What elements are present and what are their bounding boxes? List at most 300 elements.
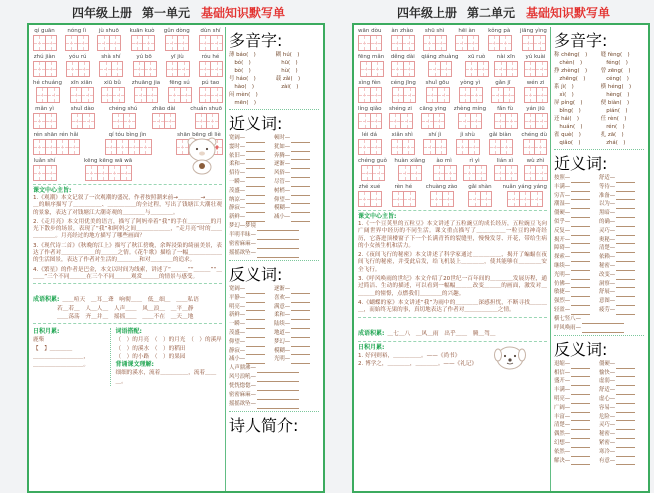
pair-word: 纳凉—	[229, 196, 246, 203]
polyphone-left: 号 háo( )	[229, 76, 256, 82]
word-group	[389, 106, 412, 129]
word-group	[164, 28, 190, 51]
pair-word: 揭开—	[554, 236, 571, 243]
word-pair	[274, 187, 319, 196]
word-pair	[229, 204, 274, 213]
word-pair-row	[554, 395, 644, 404]
pair-word: 满意—	[274, 303, 291, 310]
pinyin-label: rèn hé	[394, 184, 413, 190]
word-pair	[229, 187, 274, 196]
polyphone-left: xì( )	[554, 92, 574, 98]
polyphone-right: 扎 zā( )	[600, 132, 624, 138]
grid-cells	[524, 87, 547, 103]
title-course: 四年级上册	[71, 6, 132, 20]
long-word-row	[229, 364, 319, 373]
polyphone-left: mēn( )	[229, 100, 256, 106]
word-group	[391, 28, 414, 51]
word-pair	[554, 439, 599, 448]
word-pair	[599, 457, 644, 466]
tianzige-cell	[180, 87, 193, 103]
grid-cells	[165, 35, 188, 51]
word-pair	[599, 200, 644, 209]
polyphone-row	[229, 83, 319, 91]
word-pair	[599, 430, 644, 439]
word-pair	[229, 355, 274, 364]
pair-word: 尽管—	[274, 178, 291, 185]
polyphone-left: 雀 què( )	[554, 132, 581, 138]
section-heading: 多音字:	[554, 31, 608, 50]
word-pair	[274, 143, 319, 152]
word-pair	[599, 448, 644, 457]
grid-cells	[33, 139, 79, 155]
word-pair-row	[554, 271, 644, 280]
word-pair-row	[229, 303, 319, 312]
pinyin-label: shéng zi	[389, 106, 412, 112]
word-pair	[599, 271, 644, 280]
word-group	[99, 54, 122, 77]
pair-word: 虚弱—	[599, 378, 616, 385]
answer-blank	[291, 144, 310, 152]
word-pair-row	[554, 174, 644, 183]
answer-blank	[571, 449, 590, 457]
grid-cells	[358, 113, 381, 129]
answer-blank	[246, 135, 265, 143]
pair-word: 灵巧—	[599, 422, 616, 429]
word-group	[494, 158, 517, 181]
collocation-line: （ ）的小路 （ ）的果园	[115, 354, 186, 361]
polyphone-row	[554, 83, 644, 91]
pinyin-label: yán jiū	[526, 106, 545, 112]
pinyin-label: róu hé	[201, 54, 220, 60]
answer-blank	[616, 422, 635, 430]
answer-blank	[616, 228, 635, 236]
grid-cells	[199, 61, 222, 77]
pinyin-label: fēng sú	[169, 80, 190, 86]
answer-blank	[246, 286, 265, 294]
pair-word: 黑暗—	[599, 210, 616, 217]
tianzige-cell	[433, 113, 446, 129]
word-pair-row	[229, 338, 319, 347]
answer-blank	[571, 413, 590, 421]
long-word-row	[229, 391, 319, 400]
answer-blank	[291, 339, 310, 347]
answer-blank	[246, 196, 265, 204]
word-pair	[554, 369, 599, 378]
tianzige-cell	[370, 139, 383, 155]
word-pair	[229, 143, 274, 152]
collocation-line: 细细的溪水，流着＿＿＿＿＿，流着＿＿＿。	[115, 370, 217, 385]
grid-cells	[358, 139, 381, 155]
pinyin-label: léi dá	[361, 132, 378, 138]
pinyin-label: gǎn jī	[495, 80, 511, 86]
polyphone-row	[229, 75, 319, 83]
tianzige-cell	[505, 113, 518, 129]
answer-blank	[291, 188, 310, 196]
word-pair	[554, 404, 599, 413]
pair-word: 紧密—	[599, 439, 616, 446]
tianzige-cell	[467, 35, 480, 51]
tianzige-cell	[120, 165, 133, 181]
word-pair	[274, 160, 319, 169]
answer-blank	[616, 184, 635, 192]
answer-blank	[571, 361, 590, 369]
long-word: 风号浪吼—	[229, 374, 256, 381]
answer-blank	[257, 223, 299, 231]
polyphone-right: 便 biàn( )	[600, 100, 630, 106]
tianzige-cell	[442, 191, 455, 207]
pair-word: 容易—	[599, 404, 616, 411]
section-idioms	[358, 317, 547, 339]
pair-word: 地道—	[274, 329, 291, 336]
word-pair	[554, 253, 599, 262]
pair-word: 新鲜—	[229, 312, 246, 319]
word-group	[199, 80, 222, 103]
answer-blank	[616, 219, 635, 227]
word-pair	[599, 227, 644, 236]
section-heading: 词语搭配:	[115, 328, 142, 336]
word-pair	[599, 386, 644, 395]
word-pair	[599, 262, 644, 271]
pair-word: 退缩—	[554, 360, 571, 367]
grid-cells	[391, 139, 414, 155]
grid-cells	[494, 113, 517, 129]
pair-word: 模糊—	[274, 347, 291, 354]
word-pair	[274, 152, 319, 161]
pair-word: 奔腾—	[274, 152, 291, 159]
dictation-row	[358, 54, 547, 77]
answer-blank	[571, 378, 590, 386]
word-pair-row	[229, 213, 319, 222]
tianzige-cell	[435, 35, 448, 51]
word-group	[521, 132, 547, 155]
word-pair	[599, 280, 644, 289]
answer-blank	[291, 196, 310, 204]
pair-word: 继续—	[554, 262, 571, 269]
word-pair-row	[229, 160, 319, 169]
pair-word: 强烈—	[554, 298, 571, 305]
long-word: 半明半昧—	[229, 231, 256, 238]
polyphone-row	[554, 123, 644, 131]
word-pair	[229, 347, 274, 356]
polyphone-row	[229, 67, 319, 75]
answer-blank	[571, 457, 590, 465]
pair-word: 奥秘—	[599, 236, 616, 243]
polyphone-right: zài( )	[275, 84, 299, 90]
polyphone-row	[554, 99, 644, 107]
poem-line: 【 】＿＿＿＿	[33, 345, 73, 352]
polyphone-left: 称 chēng( )	[554, 52, 588, 58]
section-heading: 反义词:	[229, 264, 283, 284]
word-pair	[274, 204, 319, 213]
word-pair	[599, 369, 644, 378]
pinyin-label: wén zi	[526, 80, 545, 86]
grid-cells	[360, 61, 383, 77]
grid-cells	[524, 165, 547, 181]
pair-word: 准备—	[599, 192, 616, 199]
word-group	[456, 132, 479, 155]
word-pair-row	[229, 169, 319, 178]
answer-blank	[571, 369, 590, 377]
grid-cells	[468, 191, 491, 207]
pinyin-label: yú bō	[136, 54, 152, 60]
answer-blank	[571, 307, 590, 315]
answer-blank	[246, 214, 265, 222]
answer-blank	[616, 440, 635, 448]
tianzige-cell	[45, 165, 58, 181]
sidebar-section	[554, 336, 644, 468]
word-group	[133, 54, 156, 77]
long-word-row	[229, 249, 319, 258]
word-pair-row	[554, 297, 644, 306]
word-pair-row	[554, 430, 644, 439]
word-group	[168, 80, 191, 103]
answer-blank	[246, 295, 265, 303]
word-pair	[274, 311, 319, 320]
pinyin-label: qí tóu bìng jìn	[108, 132, 147, 138]
word-group	[502, 184, 547, 207]
word-pair	[554, 209, 599, 218]
pair-word: 犹如—	[274, 143, 291, 150]
pair-word: 灵巧—	[599, 227, 616, 234]
worksheet-page-2	[352, 3, 650, 493]
grid-cells	[134, 87, 157, 103]
pinyin-label: dùn shí	[200, 28, 221, 34]
answer-blank	[246, 188, 265, 196]
pair-word: 新鲜—	[229, 214, 246, 221]
grid-cells	[428, 61, 451, 77]
pinyin-label: nài xīn	[496, 54, 516, 60]
answer-blank	[616, 263, 635, 271]
pinyin-label: xiū bǔ	[103, 80, 121, 86]
long-word: 摇摇欲坠—	[229, 401, 256, 408]
pair-word: 仿佛—	[554, 280, 571, 287]
pair-word: 梦幻—	[274, 338, 291, 345]
polyphone-left: 屏 píng( )	[554, 100, 583, 106]
pinyin-label: kēng kēng wā wā	[84, 158, 133, 164]
tianzige-cell	[206, 113, 219, 129]
answer-blank	[571, 254, 590, 262]
word-pair-row	[554, 244, 644, 253]
pair-word: 柔和—	[274, 312, 291, 319]
dictation-row	[33, 28, 222, 51]
pair-word: 广阔—	[554, 404, 571, 411]
tianzige-cell	[370, 191, 383, 207]
pair-word: 一瞬—	[229, 178, 246, 185]
word-pair	[599, 236, 644, 245]
word-pair	[274, 329, 319, 338]
answer-blank	[571, 387, 590, 395]
answer-blank	[571, 422, 590, 430]
word-pair	[229, 152, 274, 161]
word-group	[394, 158, 425, 181]
answer-blank	[257, 374, 299, 382]
pair-word: 按照—	[554, 175, 571, 181]
word-pair	[554, 377, 599, 386]
tianzige-cell	[435, 139, 448, 155]
pair-word: 仰望—	[229, 338, 246, 345]
word-group	[465, 54, 488, 77]
polyphone-right	[276, 99, 319, 107]
word-pair-row	[554, 200, 644, 209]
prose-body	[33, 195, 222, 281]
word-pair-row	[229, 187, 319, 196]
pair-word: 盛开—	[554, 378, 571, 385]
pinyin-label: yóu rú	[68, 54, 87, 60]
word-pair	[554, 200, 599, 209]
word-group	[491, 80, 514, 103]
word-pair-row	[554, 262, 644, 271]
page-border-box	[352, 23, 650, 493]
tianzige-cell	[68, 139, 81, 155]
word-pair-row	[554, 253, 644, 262]
polyphone-left: chèn( )	[554, 60, 583, 66]
answer-blank	[246, 321, 265, 329]
pair-word: 轻盈—	[554, 306, 571, 313]
grid-cells	[131, 35, 154, 51]
answer-blank	[571, 201, 590, 209]
polyphone-right: 曾 zēng( )	[600, 68, 631, 74]
tianzige-cell	[123, 113, 136, 129]
tianzige-cell	[45, 113, 58, 129]
word-pair-row	[229, 320, 319, 329]
pair-word: 茂盛—	[229, 187, 246, 194]
answer-blank	[571, 280, 590, 288]
word-pair	[554, 236, 599, 245]
pair-word: 仰望—	[274, 196, 291, 203]
grid-cells	[105, 139, 151, 155]
long-word: 梦幻—梦境	[229, 222, 256, 229]
answer-blank	[291, 286, 310, 294]
pinyin-label: chéng dù	[521, 132, 547, 138]
answer-blank	[291, 214, 310, 222]
polyphone-left: 系 jì( )	[554, 84, 574, 90]
section-heading: 成语积累:	[33, 296, 60, 304]
answer-blank	[246, 170, 265, 178]
lesson-summary: 2.《走月亮》本文用优美的语言，描写了阿妈牵着“我”的手在＿＿＿＿的月光下散步的场景，表现了“我”和阿妈之间＿＿＿＿＿＿，“走月亮”时的＿＿＿＿＿＿。月亮经过的地方描写了哪些画面？	[33, 218, 222, 240]
word-pair	[274, 213, 319, 222]
grid-cells	[101, 87, 124, 103]
answer-blank	[616, 175, 635, 183]
answer-blank	[257, 365, 299, 373]
grid-cells	[168, 87, 191, 103]
pair-word: 宽阔—	[229, 135, 246, 141]
word-group	[459, 80, 482, 103]
pinyin-label: jì shù	[460, 132, 475, 138]
grid-cells	[455, 35, 478, 51]
daily-accumulation	[33, 328, 110, 386]
word-group	[524, 158, 547, 181]
tianzige-cell	[470, 113, 483, 129]
sidebar-section	[554, 150, 644, 336]
word-pair	[554, 306, 599, 315]
long-word: 密密麻麻—	[229, 240, 256, 247]
word-pair	[274, 196, 319, 205]
pair-word: 模糊—	[274, 205, 291, 212]
answer-blank	[246, 161, 265, 169]
section-heading: 近义词:	[554, 154, 608, 173]
polyphone-right: 缝 fèng( )	[600, 52, 630, 58]
word-pair	[554, 421, 599, 430]
word-pair-row	[229, 285, 319, 294]
word-pair	[229, 303, 274, 312]
long-word-row	[229, 373, 319, 382]
main-column	[357, 27, 550, 491]
pinyin-label: xū ruò	[467, 54, 486, 60]
grid-cells	[358, 87, 381, 103]
pair-word: 舒适—	[599, 387, 616, 394]
pinyin-label: gǔn dòng	[163, 28, 190, 34]
grid-cells	[494, 165, 517, 181]
grid-cells	[361, 165, 384, 181]
polyphone-left: 薄 báo( )	[229, 52, 256, 58]
pair-word: 柔和—	[229, 161, 246, 168]
polyphone-right: féng( )	[600, 60, 628, 66]
answer-blank	[616, 236, 635, 244]
word-group	[101, 80, 124, 103]
pair-word: 秘密—	[599, 431, 616, 438]
pinyin-label: gǎi shàn	[468, 184, 492, 190]
word-group	[463, 158, 486, 181]
word-pair	[274, 338, 319, 347]
answer-blank	[616, 457, 635, 465]
polyphone-right: 载 zǎi( )	[275, 76, 301, 82]
word-pair	[554, 430, 599, 439]
accumulation-line: 2. 博学之，＿＿＿＿，＿＿＿＿。——《礼记》	[358, 360, 477, 367]
word-pair-row	[229, 355, 319, 364]
pair-word: 丰满—	[554, 183, 571, 190]
grid-cells	[392, 191, 415, 207]
word-pair-row	[229, 134, 319, 143]
word-pair	[599, 439, 644, 448]
word-pair	[229, 329, 274, 338]
word-group	[358, 132, 381, 155]
dictation-row	[358, 184, 547, 207]
idiom-line: ＿＿喧天 ＿耳＿聋 响彻＿＿ 低＿细＿ ＿＿私语	[62, 297, 199, 304]
lesson-summary: 3.《呼风唤雨的世纪》本文介绍了20世纪一百年间的＿＿＿＿发展历程，通过简洁、生动的描述，可以看到一幅幅＿＿＿改变＿＿＿的画面，激发对＿＿＿＿的憧憬，点燃我们＿＿＿＿的兴趣。	[358, 276, 547, 297]
section-heading: 日积月累:	[33, 328, 60, 336]
grid-cells	[494, 61, 517, 77]
pair-word: 一瞬—	[229, 321, 246, 328]
tianzige-cell	[78, 61, 91, 77]
word-group	[66, 54, 89, 77]
pinyin-label: fǎn fù	[497, 106, 514, 112]
word-pair	[599, 360, 644, 369]
word-pair-row	[554, 439, 644, 448]
grid-cells	[152, 113, 175, 129]
grid-cells	[33, 113, 56, 129]
word-pair-row	[554, 413, 644, 422]
pair-word: 危险—	[599, 413, 616, 420]
pair-word: 意图—	[599, 298, 616, 305]
pair-word: 探索—	[554, 254, 571, 261]
grid-cells	[33, 165, 56, 181]
word-group	[33, 132, 79, 155]
word-pair	[554, 386, 599, 395]
word-group	[199, 28, 222, 51]
idiom-line: ＿＿荡荡 齐＿并＿ 摇摇＿＿ ＿＿不在 ＿天＿地	[57, 314, 194, 321]
dictation-row	[33, 80, 222, 103]
pair-word: 相信—	[554, 369, 571, 376]
word-pair	[554, 288, 599, 297]
word-group	[426, 80, 449, 103]
tianzige-cell	[477, 61, 490, 77]
tianzige-cell	[437, 87, 450, 103]
word-pair	[554, 457, 599, 466]
grid-cells	[523, 139, 546, 155]
dictation-row	[358, 80, 547, 103]
lesson-summary: 1.《观潮》本文记叙了一次观潮的盛况，作者按照潮来前→＿＿＿＿→＿＿＿＿的顺序描写了＿＿＿＿＿、＿＿＿＿＿的全过程，写出了钱塘江大潮壮观的景象，表达了对钱塘江大潮奇观的＿＿＿＿与＿＿＿＿。	[33, 195, 222, 216]
tianzige-cell	[370, 87, 383, 103]
